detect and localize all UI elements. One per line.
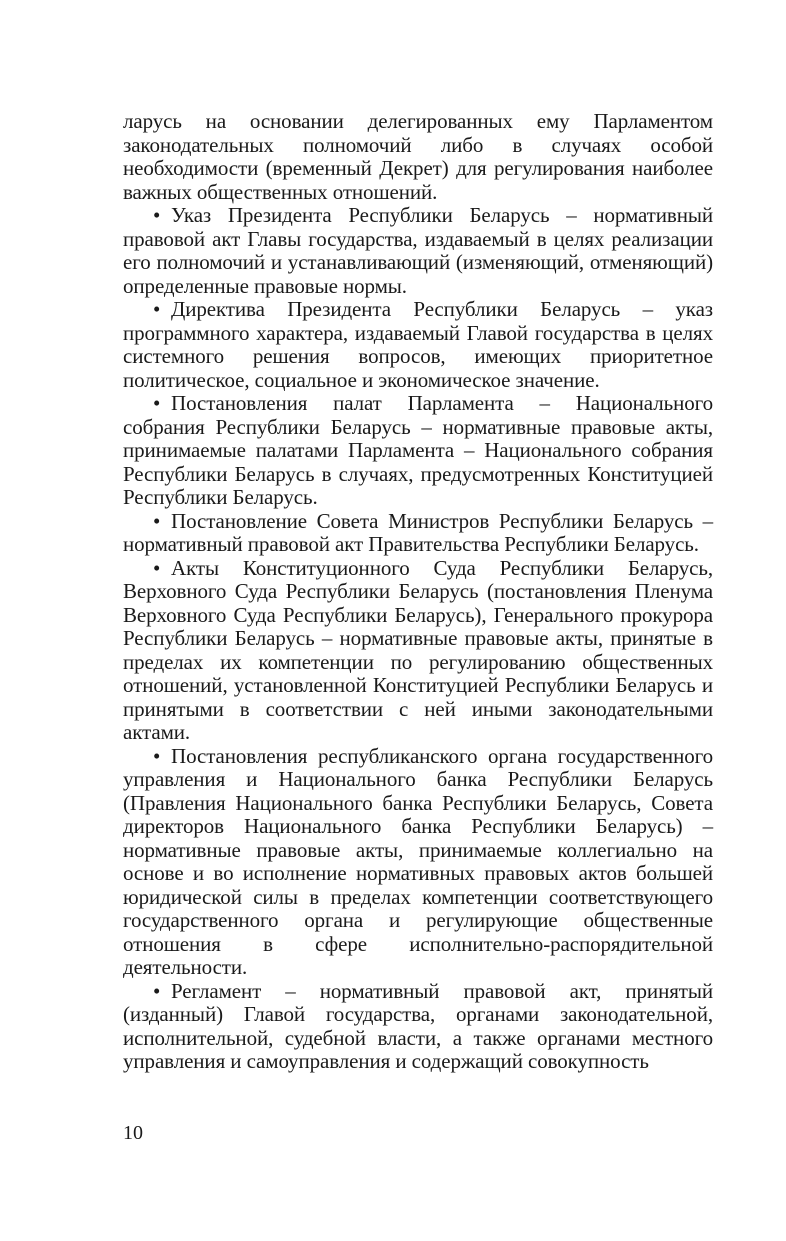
page-body — [123, 110, 713, 1074]
bullet-paragraph-directive — [123, 298, 713, 392]
bullet-icon: • — [153, 391, 161, 415]
paragraph-text: Акты Конституционного Суда Республики Беларусь, Верховного Суда Республики Беларусь (постановления Пленума Верховного Суда Республики Беларусь), Генерального прокурора Республики Беларусь – нормативные правовые акты, принятые в пределах их компетенции по регулированию общественных отношений, установленной Конституцией Республики Беларусь и принятыми в соответствии с ней иными законодательными актами. — [123, 555, 713, 744]
bullet-paragraph-parliament-resolutions — [123, 392, 713, 510]
paragraph-text: ларусь на основании делегированных ему Парламентом законодательных полномочий либо в случаях особой необходимости (временный Декрет) для регулирования наиболее важных общественных отношений. — [123, 109, 713, 204]
paragraph-text: Постановления палат Парламента – Национального собрания Республики Беларусь – нормативные правовые акты, принимаемые палатами Парламента – Национального собрания Республики Беларусь в случаях, предусмотренных Конституцией Республики Беларусь. — [123, 391, 713, 509]
bullet-paragraph-decree — [123, 204, 713, 298]
bullet-icon: • — [153, 297, 161, 321]
paragraph-text: Постановления республиканского органа государственного управления и Национального банка Республики Беларусь (Правления Национального банка Республики Беларусь, Совета директоров Национального банка Республики Беларусь) – нормативные правовые акты, принимаемые коллегиально на основе и во исполнение нормативных правовых актов большей юридической силы в пределах компетенции соответствующего государственного органа и регулирующие общественные отношения в сфере исполнительно-распорядительной деятельности. — [123, 743, 713, 979]
paragraph-text: Директива Президента Республики Беларусь – указ программного характера, издаваемый Главой государства в целях системного решения вопросов, имеющих приоритетное политическое, социальное и экономическое значение. — [123, 297, 713, 392]
bullet-icon: • — [153, 555, 161, 580]
bullet-icon: • — [153, 743, 161, 768]
bullet-icon: • — [153, 978, 161, 1003]
bullet-icon: • — [153, 203, 161, 227]
paragraph-text: Указ Президента Республики Беларусь – нормативный правовой акт Главы государства, издаваемый в целях реализации его полномочий и устанавливающий (изменяющий, отменяющий) определенные правовые нормы. — [123, 203, 713, 298]
bullet-icon: • — [153, 508, 161, 533]
bullet-paragraph-court-acts — [123, 557, 713, 745]
bullet-paragraph-council-of-ministers — [123, 510, 713, 557]
paragraph-text: Постановление Совета Министров Республики Беларусь – нормативный правовой акт Правительства Республики Беларусь. — [123, 508, 713, 556]
bullet-paragraph-national-bank — [123, 745, 713, 980]
paragraph-continuation — [123, 110, 713, 204]
page-number: 10 — [123, 1122, 143, 1144]
bullet-paragraph-regulation — [123, 980, 713, 1074]
paragraph-text: Регламент – нормативный правовой акт, принятый (изданный) Главой государства, органами законодательной, исполнительной, судебной власти, а также органами местного управления и самоуправления и содержащий совокупность — [123, 978, 713, 1073]
